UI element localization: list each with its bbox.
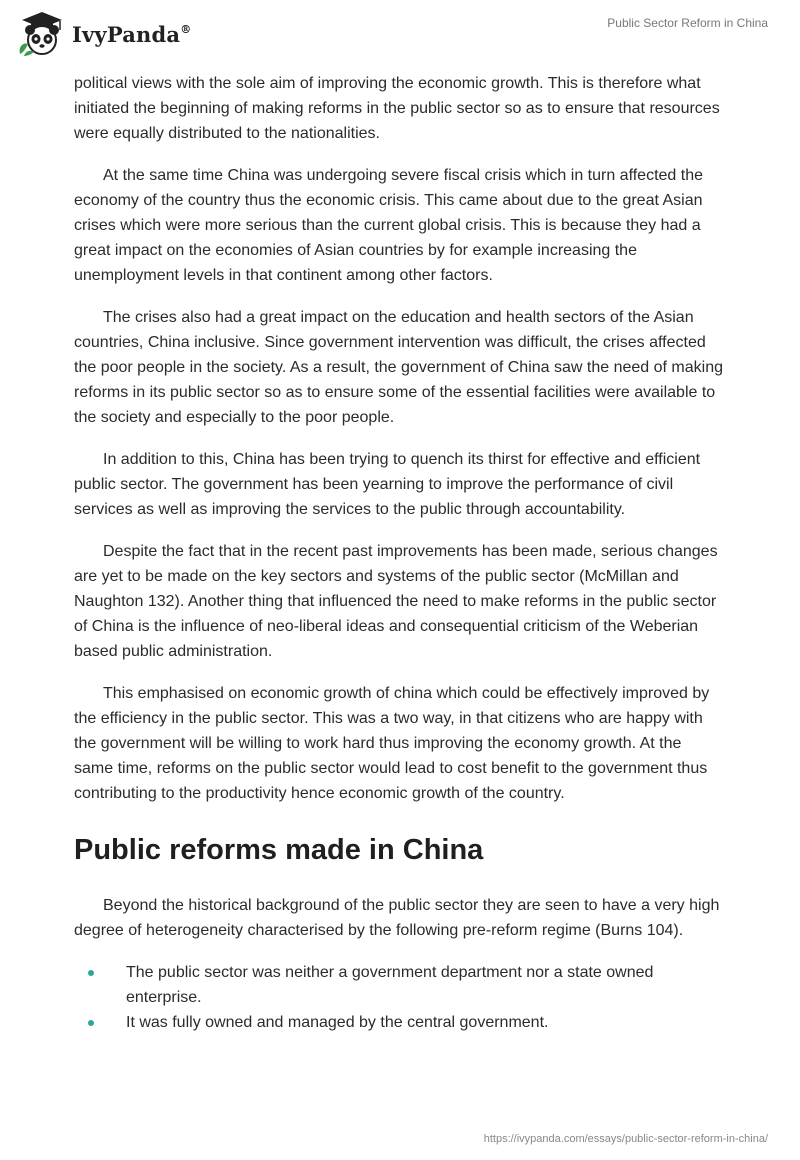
panda-logo-icon	[14, 10, 70, 58]
bullet-dot-icon	[88, 1020, 94, 1026]
essay-body	[74, 71, 724, 1035]
list-item	[74, 960, 724, 1010]
paragraph: In addition to this, China has been trying to quench its thirst for effective and efficient public sector. The government has been yearning to improve the performance of civil services as well as improving the services to the public through accountability.	[74, 451, 701, 518]
list-item-text: The public sector was neither a government department nor a state owned enterprise.	[126, 964, 654, 1006]
paragraph: The crises also had a great impact on the education and health sectors of the Asian countries, China inclusive. Since government intervention was difficult, the crises affected the poor people in the society. As a result, the government of China saw the need of making reforms in its public sector so as to ensure some of the essential facilities were available to the society and especially to the poor people.	[74, 309, 723, 426]
ivypanda-logo[interactable]	[14, 10, 191, 58]
bullet-list	[74, 960, 724, 1035]
section-heading: Public reforms made in China	[74, 834, 484, 866]
source-url-link[interactable]: https://ivypanda.com/essays/public-sector-reform-in-china/	[483, 1133, 768, 1145]
page-header	[0, 0, 800, 70]
paragraph: Beyond the historical background of the public sector they are seen to have a very high degree of heterogeneity characterised by the following pre-reform regime (Burns 104).	[74, 897, 720, 939]
brand-name: IvyPanda®	[72, 21, 192, 47]
paragraph: At the same time China was undergoing severe fiscal crisis which in turn affected the economy of the country thus the economic crisis. This came about due to the great Asian crises which were more serious than the current global crisis. This is because they had a great impact on the economies of Asian countries by for example increasing the unemployment levels in that continent among other factors.	[74, 167, 703, 284]
list-item-text: It was fully owned and managed by the central government.	[126, 1014, 549, 1031]
document-title: Public Sector Reform in China	[607, 16, 768, 30]
paragraph: political views with the sole aim of improving the economic growth. This is therefore what initiated the beginning of making reforms in the public sector so as to ensure that resources were equally distributed to the nationalities.	[74, 75, 720, 142]
bullet-dot-icon	[88, 970, 94, 976]
list-item	[74, 1010, 724, 1035]
paragraph: This emphasised on economic growth of china which could be effectively improved by the efficiency in the public sector. This was a two way, in that citizens who are happy with the government will be willing to work hard thus improving the economy growth. At the same time, reforms on the public sector would lead to cost benefit to the government thus contributing to the productivity hence economic growth of the country.	[74, 685, 710, 802]
paragraph: Despite the fact that in the recent past improvements has been made, serious changes are yet to be made on the key sectors and systems of the public sector (McMillan and Naughton 132). Another thing that influenced the need to make reforms in the public sector of China is the influence of neo-liberal ideas and consequential criticism of the Weberian based public administration.	[74, 543, 718, 660]
